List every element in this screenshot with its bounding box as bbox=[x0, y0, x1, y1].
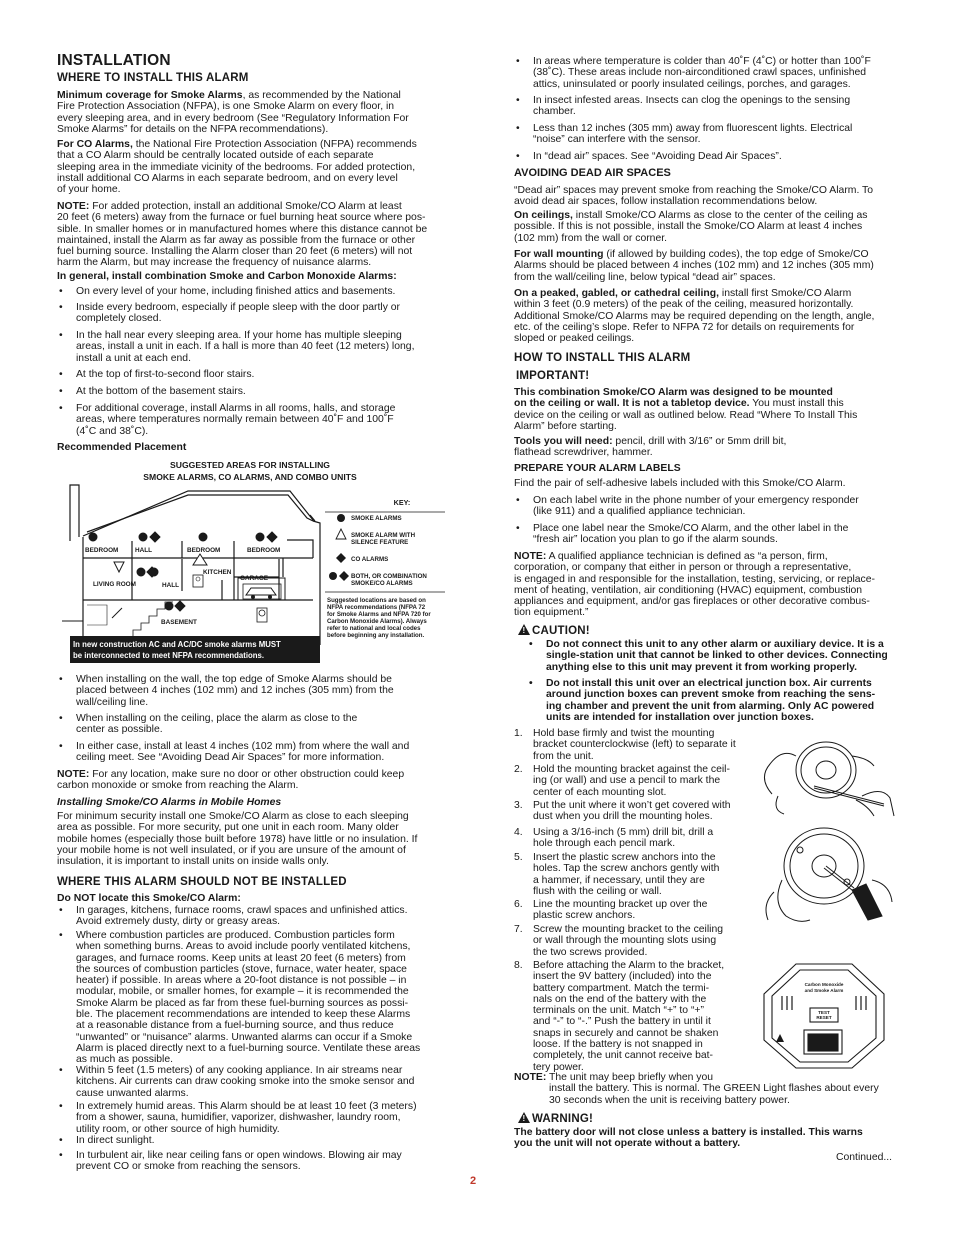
diagram-title-1: SUGGESTED AREAS FOR INSTALLING bbox=[170, 460, 330, 470]
list-item: • Inside every bedroom, especially if people sleep with the door partly or completely closed. bbox=[57, 302, 447, 325]
warning-triangle-icon bbox=[518, 1112, 530, 1123]
list-item: • In the hall near every sleeping area. If your home has multiple sleeping areas, install a unit in each. If a hall is more than 40 feet (12 meters) long, install a unit at each end. bbox=[57, 330, 447, 364]
room-label-kitchen: KITCHEN bbox=[203, 569, 232, 576]
key-note-line: NFPA recommendations (NFPA 72 bbox=[327, 604, 426, 611]
paragraph-wall-mounting: For wall mounting (if allowed by building codes), the top edge of Smoke/CO Alarms should be placed between 4 inches (102 mm) and 12 inches (305 mm) from the wall/ceiling line, below typical “dead air” spaces. bbox=[514, 249, 874, 283]
room-label-hall-2: HALL bbox=[162, 582, 180, 589]
mobile-homes-heading: Installing Smoke/CO Alarms in Mobile Homes bbox=[57, 797, 282, 808]
paragraph-minimum-coverage: Minimum coverage for Smoke Alarms, as recommended by the National Fire Protection Association (NFPA), is one Smoke Alarm on every floor, in every sleeping area, and in every bedroom (See “Regulatory Information For Smoke Alarms” for details on the NFPA recommendations). bbox=[57, 90, 409, 135]
paragraph-warning: The battery door will not close unless a battery is installed. This warns you the unit will not operate without a battery. bbox=[514, 1127, 863, 1150]
list-item: • In extremely humid areas. This Alarm should be at least 10 feet (3 meters) from a shower, sauna, humidifier, vaporizer, dishwasher, laundry room, utility room, or other source of high humidity. bbox=[57, 1101, 447, 1135]
room-label-bedroom-3: BEDROOM bbox=[247, 547, 281, 554]
where-install-heading: WHERE TO INSTALL THIS ALARM bbox=[57, 72, 249, 84]
general-install-heading: In general, install combination Smoke and Carbon Monoxide Alarms: bbox=[57, 271, 397, 282]
key-both-label-2: SMOKE/CO ALARMS bbox=[351, 580, 413, 587]
paragraph-peaked-ceiling: On a peaked, gabled, or cathedral ceiling, install first Smoke/CO Alarm within 3 feet (0.9 meters) of the peak of the ceiling, measured horizontally. Additional Smoke/CO Alarms may be required depending on the length, angle, etc. of the ceiling’s slope. Refer to NFPA 72 for details on requirements for sloped or peaked ceilings. bbox=[514, 288, 875, 345]
paragraph-note-furnace: NOTE: For added protection, install an additional Smoke/CO Alarm at least 20 feet (6 meters) away from the furnace or fuel burning heat source where pos- sible. In smaller homes or in manufactured homes where this distance cannot be maintained, install the Alarm as far away as possible from the furnace or other fuel burning source. Installing the Alarm closer than 20 feet (6 meters) will not harm the Alarm, but may increase the frequency of nuisance alarms. bbox=[57, 201, 428, 269]
list-item: • On every level of your home, including finished attics and basements. bbox=[57, 286, 447, 297]
list-item: • Place one label near the Smoke/CO Alarm, and the other label in the “fresh air” location you plan to go if the alarm sounds. bbox=[514, 523, 904, 546]
paragraph-mobile-homes: For minimum security install one Smoke/CO Alarm as close to each sleeping area as possible. For more security, put one unit in each room. Many older mobile homes (especially those built before 1978) have little or no insulation. If your mobile home is not well insulated, or if you are unsure of the amount of insulation, it is important to install units on inside walls only. bbox=[57, 811, 418, 868]
paragraph-dead-air: “Dead air” spaces may prevent smoke from reaching the Smoke/CO Alarm. To avoid dead air spaces, follow installation recommendations below. bbox=[514, 185, 874, 208]
install-step: 7. Screw the mounting bracket to the ceiling or wall through the mounting slots using the two screws provided. bbox=[514, 924, 724, 958]
paragraph-note-obstruction: NOTE: For any location, make sure no door or other obstruction could keep carbon monoxide or smoke from reaching the Alarm. bbox=[57, 769, 405, 792]
recommended-placement-label: Recommended Placement bbox=[57, 442, 187, 453]
room-label-bedroom-2: BEDROOM bbox=[187, 547, 221, 554]
paragraph-important: This combination Smoke/CO Alarm was designed to be mounted on the ceiling or wall. It is not a tabletop device. You must install this device on the ceiling or wall as outlined below. Read “Where To Install This Alarm” before starting. bbox=[514, 387, 858, 432]
key-note-line: before beginning any installation. bbox=[327, 632, 425, 639]
placement-diagram bbox=[57, 455, 447, 665]
key-note-line: Carbon Monoxide Alarms). Always bbox=[327, 618, 427, 625]
alarm-reset-label: RESET bbox=[816, 1015, 832, 1020]
install-step: 3. Put the unit where it won’t get covered with dust when you drill the mounting holes. bbox=[514, 800, 731, 823]
key-smoke-label: SMOKE ALARMS bbox=[351, 515, 402, 522]
prepare-labels-heading: PREPARE YOUR ALARM LABELS bbox=[514, 463, 681, 474]
room-label-living-room: LIVING ROOM bbox=[93, 581, 136, 588]
banner-line-2: be interconnected to meet NFPA recommendations. bbox=[73, 651, 265, 660]
list-item: • Within 5 feet (1.5 meters) of any cooking appliance. In air streams near kitchens. Air currents can draw cooking smoke into the smoke sensor and cause unwanted alarms. bbox=[57, 1065, 447, 1099]
room-label-basement: BASEMENT bbox=[161, 619, 197, 626]
list-item: • For additional coverage, install Alarms in all rooms, halls, and storage areas, where temperatures normally remain between 40˚F and 100˚F (4˚C and 38˚C). bbox=[57, 403, 447, 437]
not-install-heading: WHERE THIS ALARM SHOULD NOT BE INSTALLED bbox=[57, 876, 347, 888]
important-heading: IMPORTANT! bbox=[516, 370, 590, 382]
key-smoke-icon bbox=[337, 514, 345, 522]
key-co-label: CO ALARMS bbox=[351, 556, 389, 563]
key-title: KEY: bbox=[393, 498, 411, 507]
caution-heading: !CAUTION! bbox=[518, 623, 590, 637]
prepare-labels-text: Find the pair of self-adhesive labels included with this Smoke/CO Alarm. bbox=[514, 478, 846, 489]
page-number: 2 bbox=[470, 1175, 477, 1187]
key-silence-label-1: SMOKE ALARM WITH bbox=[351, 532, 416, 539]
key-note-line: Suggested locations are based on bbox=[327, 597, 426, 604]
list-item: • In garages, kitchens, furnace rooms, crawl spaces and unfinished attics. Avoid extremely dusty, dirty or greasy areas. bbox=[57, 905, 447, 928]
list-item: • Do not install this unit over an electrical junction box. Air currents around junction boxes can prevent smoke from reaching the sens- ing chamber and prevent the unit from alarming. Only AC powered units are intended for installation over junction boxes. bbox=[527, 678, 907, 723]
list-item: • When installing on the wall, the top edge of Smoke Alarms should be placed between 4 inches (102 mm) and 12 inches (305 mm) from the wall/ceiling line. bbox=[57, 674, 447, 708]
list-item: • Do not connect this unit to any other alarm or auxiliary device. It is a single-station unit that cannot be linked to other devices. Connecting anything else to this unit may prevent it from working properly. bbox=[527, 639, 907, 673]
alarm-test-label: TEST bbox=[818, 1010, 830, 1015]
diagram-title-2: SMOKE ALARMS, CO ALARMS, AND COMBO UNITS bbox=[143, 472, 357, 482]
not-install-subheading: Do NOT locate this Smoke/CO Alarm: bbox=[57, 893, 241, 904]
install-step: 2. Hold the mounting bracket against the ceil- ing (or wall) and use a pencil to mark the center of each mounting slot. bbox=[514, 764, 730, 798]
key-note-line: for Smoke Alarms and NFPA 720 for bbox=[327, 611, 431, 618]
key-both-icon bbox=[329, 572, 337, 580]
list-item: • In insect infested areas. Insects can clog the openings to the sensing chamber. bbox=[514, 95, 904, 118]
key-note-line: refer to national and local codes bbox=[327, 625, 421, 632]
room-label-bedroom-1: BEDROOM bbox=[85, 547, 119, 554]
install-step: 5. Insert the plastic screw anchors into the holes. Tap the screw anchors gently with a hammer, if necessary, until they are flush with the ceiling or wall. bbox=[514, 852, 720, 897]
alarm-label-line-1: Carbon Monoxide bbox=[804, 982, 844, 987]
list-item: • When installing on the ceiling, place the alarm as close to the center as possible. bbox=[57, 713, 447, 736]
install-step: 4. Using a 3/16-inch (5 mm) drill bit, drill a hole through each pencil mark. bbox=[514, 827, 714, 850]
install-step: 8. Before attaching the Alarm to the bracket, insert the 9V battery (included) into the battery compartment. Match the termi- nals on the end of the battery with the terminals on the unit. Match “+” to “+” and “-” to “-.” Push the battery in until it snaps in securely and cannot be shaken loose. If the battery is not snapped in completely, the unit cannot receive bat- tery power. bbox=[514, 960, 725, 1073]
room-label-hall-1: HALL bbox=[135, 547, 153, 554]
install-step: 6. Line the mounting bracket up over the plastic screw anchors. bbox=[514, 899, 708, 922]
room-label-garage: GARAGE bbox=[240, 575, 269, 582]
how-install-heading: HOW TO INSTALL THIS ALARM bbox=[514, 352, 691, 364]
key-both-label-1: BOTH, OR COMBINATION bbox=[351, 573, 427, 580]
warning-heading: !WARNING! bbox=[518, 1111, 593, 1125]
illustration-screw-bracket bbox=[752, 820, 898, 932]
paragraph-on-ceilings: On ceilings, install Smoke/CO Alarms as close to the center of the ceiling as possible. If this is not possible, install the Smoke/CO Alarm at least 4 inches (102 mm) from the wall or corner. bbox=[514, 210, 868, 244]
list-item: • In “dead air” spaces. See “Avoiding Dead Air Spaces”. bbox=[514, 151, 904, 162]
illustration-mark-holes bbox=[752, 726, 898, 818]
list-item: • Where combustion particles are produced. Combustion particles form when something burns. Areas to avoid include poorly ventilated kitchens, garages, and furnace rooms. Keep units at least 20 feet (6 meters) from the sources of combustion particles (stove, furnace, water heater, space heater) if possible. In areas where a 20-foot distance is not possible – in modular, mobile, or smaller homes, for example – it is recommended the Smoke Alarm be placed as far from these fuel-burning sources as possi- ble. The placement recommendations are intended to keep these Alarms at a reasonable distance from a fuel-burning source, and thus reduce “unwanted” or “nuisance” alarms. Unwanted alarms can occur if a Smoke Alarm is placed directly next to a fuel-burning source. Ventilate these areas as much as possible. bbox=[57, 930, 447, 1066]
banner-line-1: In new construction AC and AC/DC smoke alarms MUST bbox=[73, 640, 281, 649]
list-item: • In direct sunlight. bbox=[57, 1135, 447, 1146]
list-item: • At the bottom of the basement stairs. bbox=[57, 386, 447, 397]
continued-label: Continued... bbox=[836, 1152, 893, 1163]
alarm-label-line-2: and Smoke Alarm bbox=[804, 988, 844, 993]
list-item: • At the top of first-to-second floor stairs. bbox=[57, 369, 447, 380]
key-co-icon bbox=[336, 553, 346, 563]
list-item: • In turbulent air, like near ceiling fans or open windows. Blowing air may prevent CO or smoke from reaching the sensors. bbox=[57, 1150, 447, 1173]
dead-air-heading: AVOIDING DEAD AIR SPACES bbox=[514, 167, 671, 179]
warning-triangle-icon bbox=[518, 624, 530, 635]
section-title: INSTALLATION bbox=[57, 52, 171, 69]
paragraph-battery-note: NOTE: The unit may beep briefly when you install the battery. This is normal. The GREEN Light flashes about every 30 seconds when the unit is receiving battery power. bbox=[514, 1072, 879, 1106]
paragraph-tools: Tools you will need: pencil, drill with 3/16” or 5mm drill bit, flathead screwdriver, hammer. bbox=[514, 436, 787, 459]
illustration-alarm-front bbox=[758, 960, 890, 1072]
list-item: • In either case, install at least 4 inches (102 mm) from where the wall and ceiling meet. See “Avoiding Dead Air Spaces” for more information. bbox=[57, 741, 447, 764]
list-item: • In areas where temperature is colder than 40˚F (4˚C) or hotter than 100˚F (38˚C). These areas include non-airconditioned crawl spaces, unfinished attics, uninsulated or poorly insulated ceilings, porches, and garages. bbox=[514, 56, 904, 90]
list-item: • On each label write in the phone number of your emergency responder (like 911) and a qualified appliance technician. bbox=[514, 495, 904, 518]
install-step: 1. Hold base firmly and twist the mounting bracket counterclockwise (left) to separate it from the unit. bbox=[514, 728, 736, 762]
key-silence-label-2: SILENCE FEATURE bbox=[351, 539, 409, 546]
key-silence-icon bbox=[336, 529, 346, 539]
list-item: • Less than 12 inches (305 mm) away from fluorescent lights. Electrical “noise” can interfere with the sensor. bbox=[514, 123, 904, 146]
paragraph-co-alarms: For CO Alarms, the National Fire Protection Association (NFPA) recommends that a CO Alarm should be centrally located outside of each separate sleeping area in the immediate vicinity of the bedrooms. For added protection, install additional CO Alarms in each separate bedroom, and on every level of your home. bbox=[57, 139, 417, 196]
paragraph-technician-note: NOTE: A qualified appliance technician is defined as “a person, firm, corporation, or company that either in person or through a representative, is engaged in and responsible for the installation, testing, servicing, or replace- ment of heating, ventilation, air conditioning (HVAC) equipment, combustion appliances and equipment, and/or gas fireplaces or other decorative combus- tion equipment.” bbox=[514, 551, 875, 619]
